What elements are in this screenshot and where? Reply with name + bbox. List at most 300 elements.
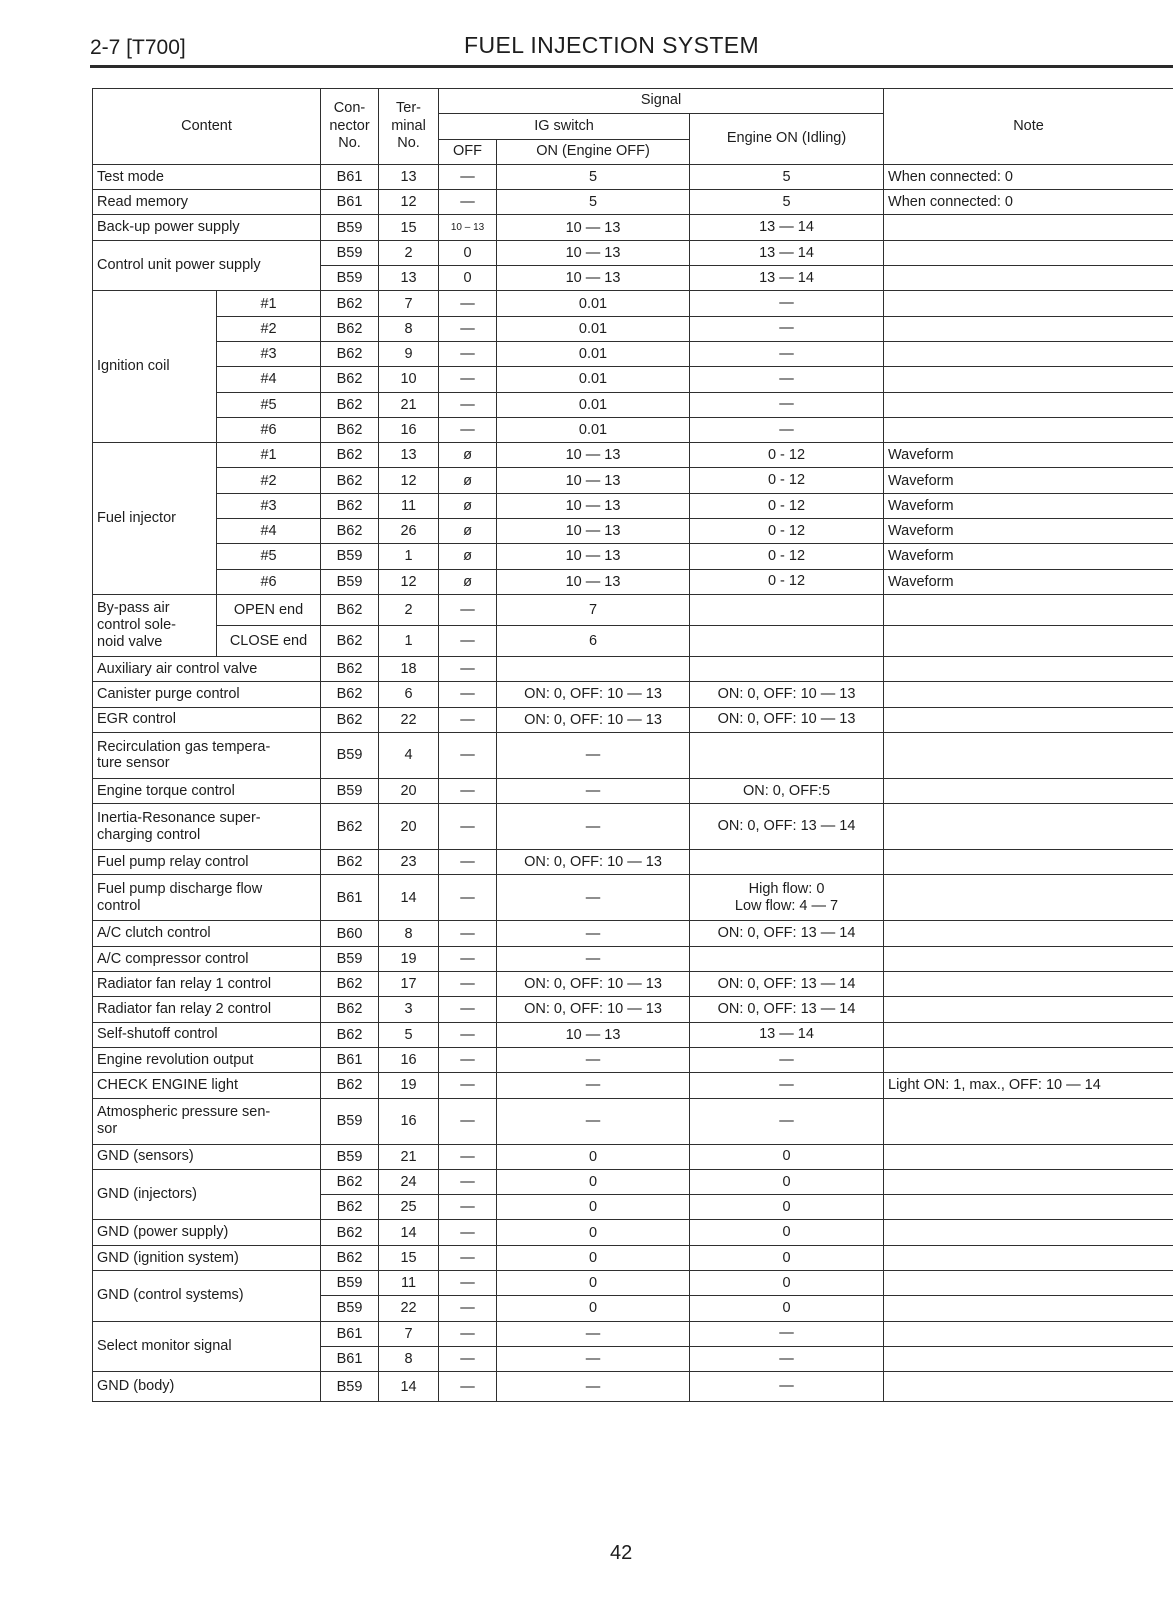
row-subitem: #6 xyxy=(217,569,321,594)
header-terminal: Ter- minal No. xyxy=(379,89,439,165)
row-subitem: #2 xyxy=(217,316,321,341)
row-signal-engine-on: 13 — 14 xyxy=(690,1022,884,1047)
row-signal-off: — xyxy=(439,707,497,732)
row-connector: B59 xyxy=(321,544,379,569)
row-signal-off: ø xyxy=(439,544,497,569)
row-signal-engine-on: — xyxy=(690,1372,884,1402)
row-signal-engine-on xyxy=(690,850,884,875)
row-signal-engine-on: 13 — 14 xyxy=(690,240,884,265)
row-signal-engine-on: 0 xyxy=(690,1195,884,1220)
row-content: Fuel pump discharge flow control xyxy=(93,875,321,921)
row-terminal: 18 xyxy=(379,656,439,681)
row-signal-off: — xyxy=(439,804,497,850)
row-connector: B62 xyxy=(321,1220,379,1245)
row-connector: B61 xyxy=(321,1047,379,1072)
row-signal-off: — xyxy=(439,164,497,189)
row-terminal: 13 xyxy=(379,164,439,189)
row-signal-engine-on: High flow: 0 Low flow: 4 — 7 xyxy=(690,875,884,921)
row-connector: B62 xyxy=(321,707,379,732)
row-signal-on: 0.01 xyxy=(497,417,690,442)
row-note xyxy=(884,732,1173,778)
row-signal-off: — xyxy=(439,316,497,341)
row-signal-off: — xyxy=(439,1321,497,1346)
row-connector: B62 xyxy=(321,468,379,493)
row-signal-on: 10 — 13 xyxy=(497,240,690,265)
row-content: Read memory xyxy=(93,190,321,215)
row-connector: B61 xyxy=(321,190,379,215)
row-terminal: 12 xyxy=(379,190,439,215)
row-connector: B61 xyxy=(321,875,379,921)
table-row xyxy=(93,850,1173,875)
table-row xyxy=(93,164,1173,189)
row-terminal: 7 xyxy=(379,1321,439,1346)
row-signal-off: — xyxy=(439,1195,497,1220)
row-signal-engine-on: — xyxy=(690,1073,884,1098)
row-content: Radiator fan relay 1 control xyxy=(93,972,321,997)
row-signal-off: — xyxy=(439,341,497,366)
row-connector: B59 xyxy=(321,946,379,971)
row-content: Test mode xyxy=(93,164,321,189)
row-terminal: 11 xyxy=(379,493,439,518)
row-signal-engine-on xyxy=(690,946,884,971)
row-connector: B62 xyxy=(321,1022,379,1047)
row-connector: B59 xyxy=(321,778,379,803)
row-signal-on: — xyxy=(497,1098,690,1144)
row-terminal: 22 xyxy=(379,1296,439,1321)
row-terminal: 14 xyxy=(379,1220,439,1245)
table-row xyxy=(93,291,1173,316)
row-terminal: 21 xyxy=(379,392,439,417)
row-signal-engine-on: ON: 0, OFF: 13 — 14 xyxy=(690,972,884,997)
row-terminal: 12 xyxy=(379,569,439,594)
row-terminal: 6 xyxy=(379,682,439,707)
row-note xyxy=(884,1321,1173,1346)
table-row xyxy=(93,569,1173,594)
row-content: Fuel pump relay control xyxy=(93,850,321,875)
row-signal-on: 0 xyxy=(497,1195,690,1220)
row-note xyxy=(884,1220,1173,1245)
row-signal-engine-on: — xyxy=(690,1346,884,1371)
table-row xyxy=(93,1321,1173,1346)
row-signal-off: — xyxy=(439,946,497,971)
row-content: Select monitor signal xyxy=(93,1321,321,1372)
row-subitem: #3 xyxy=(217,341,321,366)
row-signal-engine-on: — xyxy=(690,1321,884,1346)
row-signal-engine-on: 5 xyxy=(690,190,884,215)
row-signal-off: — xyxy=(439,417,497,442)
row-signal-off: ø xyxy=(439,493,497,518)
row-note xyxy=(884,921,1173,946)
row-signal-engine-on xyxy=(690,732,884,778)
row-connector: B62 xyxy=(321,594,379,625)
row-content: A/C clutch control xyxy=(93,921,321,946)
row-note xyxy=(884,778,1173,803)
row-signal-on: 10 — 13 xyxy=(497,443,690,468)
row-signal-off: — xyxy=(439,1220,497,1245)
row-signal-on: ON: 0, OFF: 10 — 13 xyxy=(497,707,690,732)
row-connector: B62 xyxy=(321,972,379,997)
table-row xyxy=(93,1372,1173,1402)
row-subitem: CLOSE end xyxy=(217,625,321,656)
page-title: FUEL INJECTION SYSTEM xyxy=(464,32,760,58)
row-connector: B62 xyxy=(321,1169,379,1194)
row-content: Atmospheric pressure sen- sor xyxy=(93,1098,321,1144)
row-subitem: #1 xyxy=(217,291,321,316)
signal-spec-table xyxy=(92,88,1173,1402)
row-terminal: 22 xyxy=(379,707,439,732)
row-note xyxy=(884,1047,1173,1072)
row-signal-engine-on: ON: 0, OFF: 10 — 13 xyxy=(690,707,884,732)
row-terminal: 10 xyxy=(379,367,439,392)
row-signal-on: 0 xyxy=(497,1245,690,1270)
row-terminal: 12 xyxy=(379,468,439,493)
row-note: Waveform xyxy=(884,443,1173,468)
row-signal-engine-on: ON: 0, OFF: 13 — 14 xyxy=(690,921,884,946)
row-signal-off: — xyxy=(439,1022,497,1047)
row-content: Self-shutoff control xyxy=(93,1022,321,1047)
row-note xyxy=(884,972,1173,997)
row-connector: B59 xyxy=(321,240,379,265)
row-signal-off: ø xyxy=(439,519,497,544)
row-signal-on: ON: 0, OFF: 10 — 13 xyxy=(497,972,690,997)
row-subitem: #6 xyxy=(217,417,321,442)
row-note xyxy=(884,707,1173,732)
header-engine-on: Engine ON (Idling) xyxy=(690,114,884,165)
row-subitem: #4 xyxy=(217,367,321,392)
row-connector: B62 xyxy=(321,682,379,707)
row-connector: B62 xyxy=(321,443,379,468)
row-terminal: 15 xyxy=(379,215,439,240)
row-note xyxy=(884,392,1173,417)
row-signal-engine-on: 0 xyxy=(690,1220,884,1245)
row-connector: B59 xyxy=(321,569,379,594)
row-signal-engine-on: 0 - 12 xyxy=(690,519,884,544)
row-signal-engine-on xyxy=(690,594,884,625)
row-content: Radiator fan relay 2 control xyxy=(93,997,321,1022)
row-connector: B62 xyxy=(321,417,379,442)
table-row xyxy=(93,682,1173,707)
row-signal-off: — xyxy=(439,850,497,875)
row-signal-on: 0 xyxy=(497,1270,690,1295)
row-note: Waveform xyxy=(884,544,1173,569)
header-signal: Signal xyxy=(439,89,884,114)
table-row xyxy=(93,625,1173,656)
row-note xyxy=(884,1270,1173,1295)
row-signal-on: 10 — 13 xyxy=(497,544,690,569)
row-subitem: #5 xyxy=(217,544,321,569)
row-connector: B62 xyxy=(321,997,379,1022)
row-signal-engine-on: — xyxy=(690,367,884,392)
table-row xyxy=(93,1245,1173,1270)
row-content: Control unit power supply xyxy=(93,240,321,291)
row-signal-on: — xyxy=(497,732,690,778)
table-row xyxy=(93,707,1173,732)
row-signal-on: — xyxy=(497,875,690,921)
table-row xyxy=(93,875,1173,921)
row-signal-on: 0 xyxy=(497,1296,690,1321)
table-row xyxy=(93,1220,1173,1245)
row-content: GND (ignition system) xyxy=(93,1245,321,1270)
table-row xyxy=(93,732,1173,778)
row-content: GND (power supply) xyxy=(93,1220,321,1245)
row-signal-engine-on: 0 xyxy=(690,1270,884,1295)
row-terminal: 9 xyxy=(379,341,439,366)
row-content: Engine torque control xyxy=(93,778,321,803)
table-row xyxy=(93,656,1173,681)
table-row xyxy=(93,493,1173,518)
row-content: CHECK ENGINE light xyxy=(93,1073,321,1098)
row-note xyxy=(884,1169,1173,1194)
row-signal-off: — xyxy=(439,367,497,392)
row-signal-off: — xyxy=(439,1296,497,1321)
row-terminal: 3 xyxy=(379,997,439,1022)
row-signal-on: 10 — 13 xyxy=(497,1022,690,1047)
row-signal-off: — xyxy=(439,1270,497,1295)
table-row xyxy=(93,972,1173,997)
row-connector: B59 xyxy=(321,1098,379,1144)
row-signal-on: 10 — 13 xyxy=(497,215,690,240)
row-signal-off: — xyxy=(439,190,497,215)
row-connector: B59 xyxy=(321,1372,379,1402)
row-content: Inertia-Resonance super- charging control xyxy=(93,804,321,850)
row-connector: B62 xyxy=(321,519,379,544)
row-content: Auxiliary air control valve xyxy=(93,656,321,681)
row-signal-engine-on: 0 - 12 xyxy=(690,569,884,594)
row-content: Engine revolution output xyxy=(93,1047,321,1072)
row-signal-on xyxy=(497,656,690,681)
row-connector: B62 xyxy=(321,341,379,366)
row-signal-on: 0 xyxy=(497,1144,690,1169)
row-signal-off: — xyxy=(439,778,497,803)
row-signal-on: — xyxy=(497,1346,690,1371)
row-signal-off: 0 xyxy=(439,240,497,265)
row-connector: B62 xyxy=(321,804,379,850)
row-signal-on: ON: 0, OFF: 10 — 13 xyxy=(497,997,690,1022)
table-row xyxy=(93,1022,1173,1047)
table-row xyxy=(93,544,1173,569)
table-row xyxy=(93,946,1173,971)
row-signal-off: ø xyxy=(439,468,497,493)
row-signal-off: — xyxy=(439,656,497,681)
row-signal-off: — xyxy=(439,682,497,707)
row-signal-engine-on: 0 xyxy=(690,1144,884,1169)
row-connector: B61 xyxy=(321,164,379,189)
table-row xyxy=(93,804,1173,850)
row-connector: B62 xyxy=(321,367,379,392)
row-signal-off: — xyxy=(439,1073,497,1098)
row-signal-on: — xyxy=(497,1073,690,1098)
row-note xyxy=(884,997,1173,1022)
row-signal-on: — xyxy=(497,1047,690,1072)
row-signal-on: — xyxy=(497,1372,690,1402)
row-signal-on: 10 — 13 xyxy=(497,493,690,518)
row-content: Ignition coil xyxy=(93,291,217,443)
row-note xyxy=(884,1346,1173,1371)
header-connector: Con- nector No. xyxy=(321,89,379,165)
row-terminal: 8 xyxy=(379,316,439,341)
row-content: GND (body) xyxy=(93,1372,321,1402)
row-terminal: 16 xyxy=(379,417,439,442)
row-note xyxy=(884,1144,1173,1169)
row-signal-on: — xyxy=(497,921,690,946)
row-note xyxy=(884,625,1173,656)
row-signal-off: — xyxy=(439,392,497,417)
row-signal-on: 10 — 13 xyxy=(497,266,690,291)
table-row xyxy=(93,190,1173,215)
row-note xyxy=(884,875,1173,921)
row-signal-on: — xyxy=(497,946,690,971)
row-terminal: 13 xyxy=(379,266,439,291)
table-row xyxy=(93,215,1173,240)
row-terminal: 1 xyxy=(379,544,439,569)
table-row xyxy=(93,468,1173,493)
row-terminal: 20 xyxy=(379,804,439,850)
row-note xyxy=(884,341,1173,366)
row-signal-on: 0.01 xyxy=(497,291,690,316)
header-on-engine-off: ON (Engine OFF) xyxy=(497,139,690,164)
row-signal-off: — xyxy=(439,594,497,625)
row-signal-on: ON: 0, OFF: 10 — 13 xyxy=(497,850,690,875)
row-note xyxy=(884,682,1173,707)
row-content: GND (injectors) xyxy=(93,1169,321,1220)
row-terminal: 7 xyxy=(379,291,439,316)
row-signal-on: — xyxy=(497,778,690,803)
row-signal-off: — xyxy=(439,1144,497,1169)
row-terminal: 21 xyxy=(379,1144,439,1169)
row-terminal: 17 xyxy=(379,972,439,997)
row-connector: B62 xyxy=(321,850,379,875)
row-signal-engine-on: 0 - 12 xyxy=(690,468,884,493)
row-note xyxy=(884,367,1173,392)
row-note xyxy=(884,656,1173,681)
row-connector: B60 xyxy=(321,921,379,946)
row-connector: B59 xyxy=(321,1144,379,1169)
row-signal-on: 0.01 xyxy=(497,341,690,366)
row-signal-on: 0.01 xyxy=(497,367,690,392)
table-row xyxy=(93,519,1173,544)
page-number: 42 xyxy=(610,1542,633,1564)
header-rule xyxy=(90,65,1173,68)
row-note: Waveform xyxy=(884,468,1173,493)
row-signal-on: 0 xyxy=(497,1220,690,1245)
row-subitem: #4 xyxy=(217,519,321,544)
row-signal-engine-on: — xyxy=(690,392,884,417)
row-note xyxy=(884,850,1173,875)
row-signal-off: — xyxy=(439,1098,497,1144)
row-connector: B59 xyxy=(321,266,379,291)
row-terminal: 25 xyxy=(379,1195,439,1220)
table-row xyxy=(93,341,1173,366)
row-signal-on: — xyxy=(497,804,690,850)
row-connector: B62 xyxy=(321,392,379,417)
row-terminal: 8 xyxy=(379,1346,439,1371)
row-signal-on: 0.01 xyxy=(497,316,690,341)
row-content: A/C compressor control xyxy=(93,946,321,971)
row-note xyxy=(884,1195,1173,1220)
row-connector: B62 xyxy=(321,316,379,341)
row-signal-engine-on xyxy=(690,656,884,681)
row-terminal: 15 xyxy=(379,1245,439,1270)
header-off: OFF xyxy=(439,139,497,164)
row-terminal: 16 xyxy=(379,1047,439,1072)
row-signal-off: — xyxy=(439,625,497,656)
table-row xyxy=(93,778,1173,803)
row-signal-engine-on: — xyxy=(690,291,884,316)
header-note: Note xyxy=(884,89,1173,165)
row-connector: B59 xyxy=(321,1296,379,1321)
row-content: By-pass air control sole- noid valve xyxy=(93,594,217,656)
row-subitem: #5 xyxy=(217,392,321,417)
row-signal-engine-on xyxy=(690,625,884,656)
row-subitem: #2 xyxy=(217,468,321,493)
row-signal-engine-on: — xyxy=(690,341,884,366)
row-signal-off: 10 – 13 xyxy=(439,215,497,240)
row-connector: B62 xyxy=(321,493,379,518)
row-note xyxy=(884,417,1173,442)
row-terminal: 4 xyxy=(379,732,439,778)
row-note xyxy=(884,1098,1173,1144)
row-note xyxy=(884,291,1173,316)
row-subitem: OPEN end xyxy=(217,594,321,625)
row-terminal: 24 xyxy=(379,1169,439,1194)
section-id: 2-7 [T700] xyxy=(90,36,186,59)
row-signal-on: ON: 0, OFF: 10 — 13 xyxy=(497,682,690,707)
row-signal-on: 5 xyxy=(497,190,690,215)
row-signal-on: 10 — 13 xyxy=(497,569,690,594)
row-connector: B62 xyxy=(321,625,379,656)
row-subitem: #3 xyxy=(217,493,321,518)
row-note xyxy=(884,240,1173,265)
row-terminal: 13 xyxy=(379,443,439,468)
row-signal-off: — xyxy=(439,875,497,921)
row-signal-off: — xyxy=(439,921,497,946)
row-note: Waveform xyxy=(884,519,1173,544)
row-signal-engine-on: 0 xyxy=(690,1296,884,1321)
row-signal-engine-on: 13 — 14 xyxy=(690,215,884,240)
row-signal-on: 10 — 13 xyxy=(497,468,690,493)
table-body xyxy=(93,164,1173,1401)
row-signal-engine-on: 0 - 12 xyxy=(690,544,884,569)
page-header xyxy=(90,30,1160,66)
row-signal-off: — xyxy=(439,1047,497,1072)
table-row xyxy=(93,316,1173,341)
table-row xyxy=(93,1169,1173,1194)
row-signal-off: — xyxy=(439,1245,497,1270)
row-note: Waveform xyxy=(884,493,1173,518)
row-note: When connected: 0 xyxy=(884,190,1173,215)
row-content: Canister purge control xyxy=(93,682,321,707)
row-signal-engine-on: ON: 0, OFF: 13 — 14 xyxy=(690,804,884,850)
table-row xyxy=(93,1047,1173,1072)
row-signal-engine-on: — xyxy=(690,1098,884,1144)
row-terminal: 19 xyxy=(379,946,439,971)
row-signal-on: — xyxy=(497,1321,690,1346)
row-note: Light ON: 1, max., OFF: 10 — 14 xyxy=(884,1073,1173,1098)
table-row xyxy=(93,997,1173,1022)
row-signal-engine-on: — xyxy=(690,417,884,442)
row-signal-off: — xyxy=(439,1372,497,1402)
row-note xyxy=(884,1022,1173,1047)
row-terminal: 23 xyxy=(379,850,439,875)
row-note xyxy=(884,316,1173,341)
row-terminal: 20 xyxy=(379,778,439,803)
row-note xyxy=(884,1372,1173,1402)
row-connector: B62 xyxy=(321,291,379,316)
row-connector: B62 xyxy=(321,1245,379,1270)
row-note: Waveform xyxy=(884,569,1173,594)
row-terminal: 14 xyxy=(379,1372,439,1402)
row-terminal: 11 xyxy=(379,1270,439,1295)
